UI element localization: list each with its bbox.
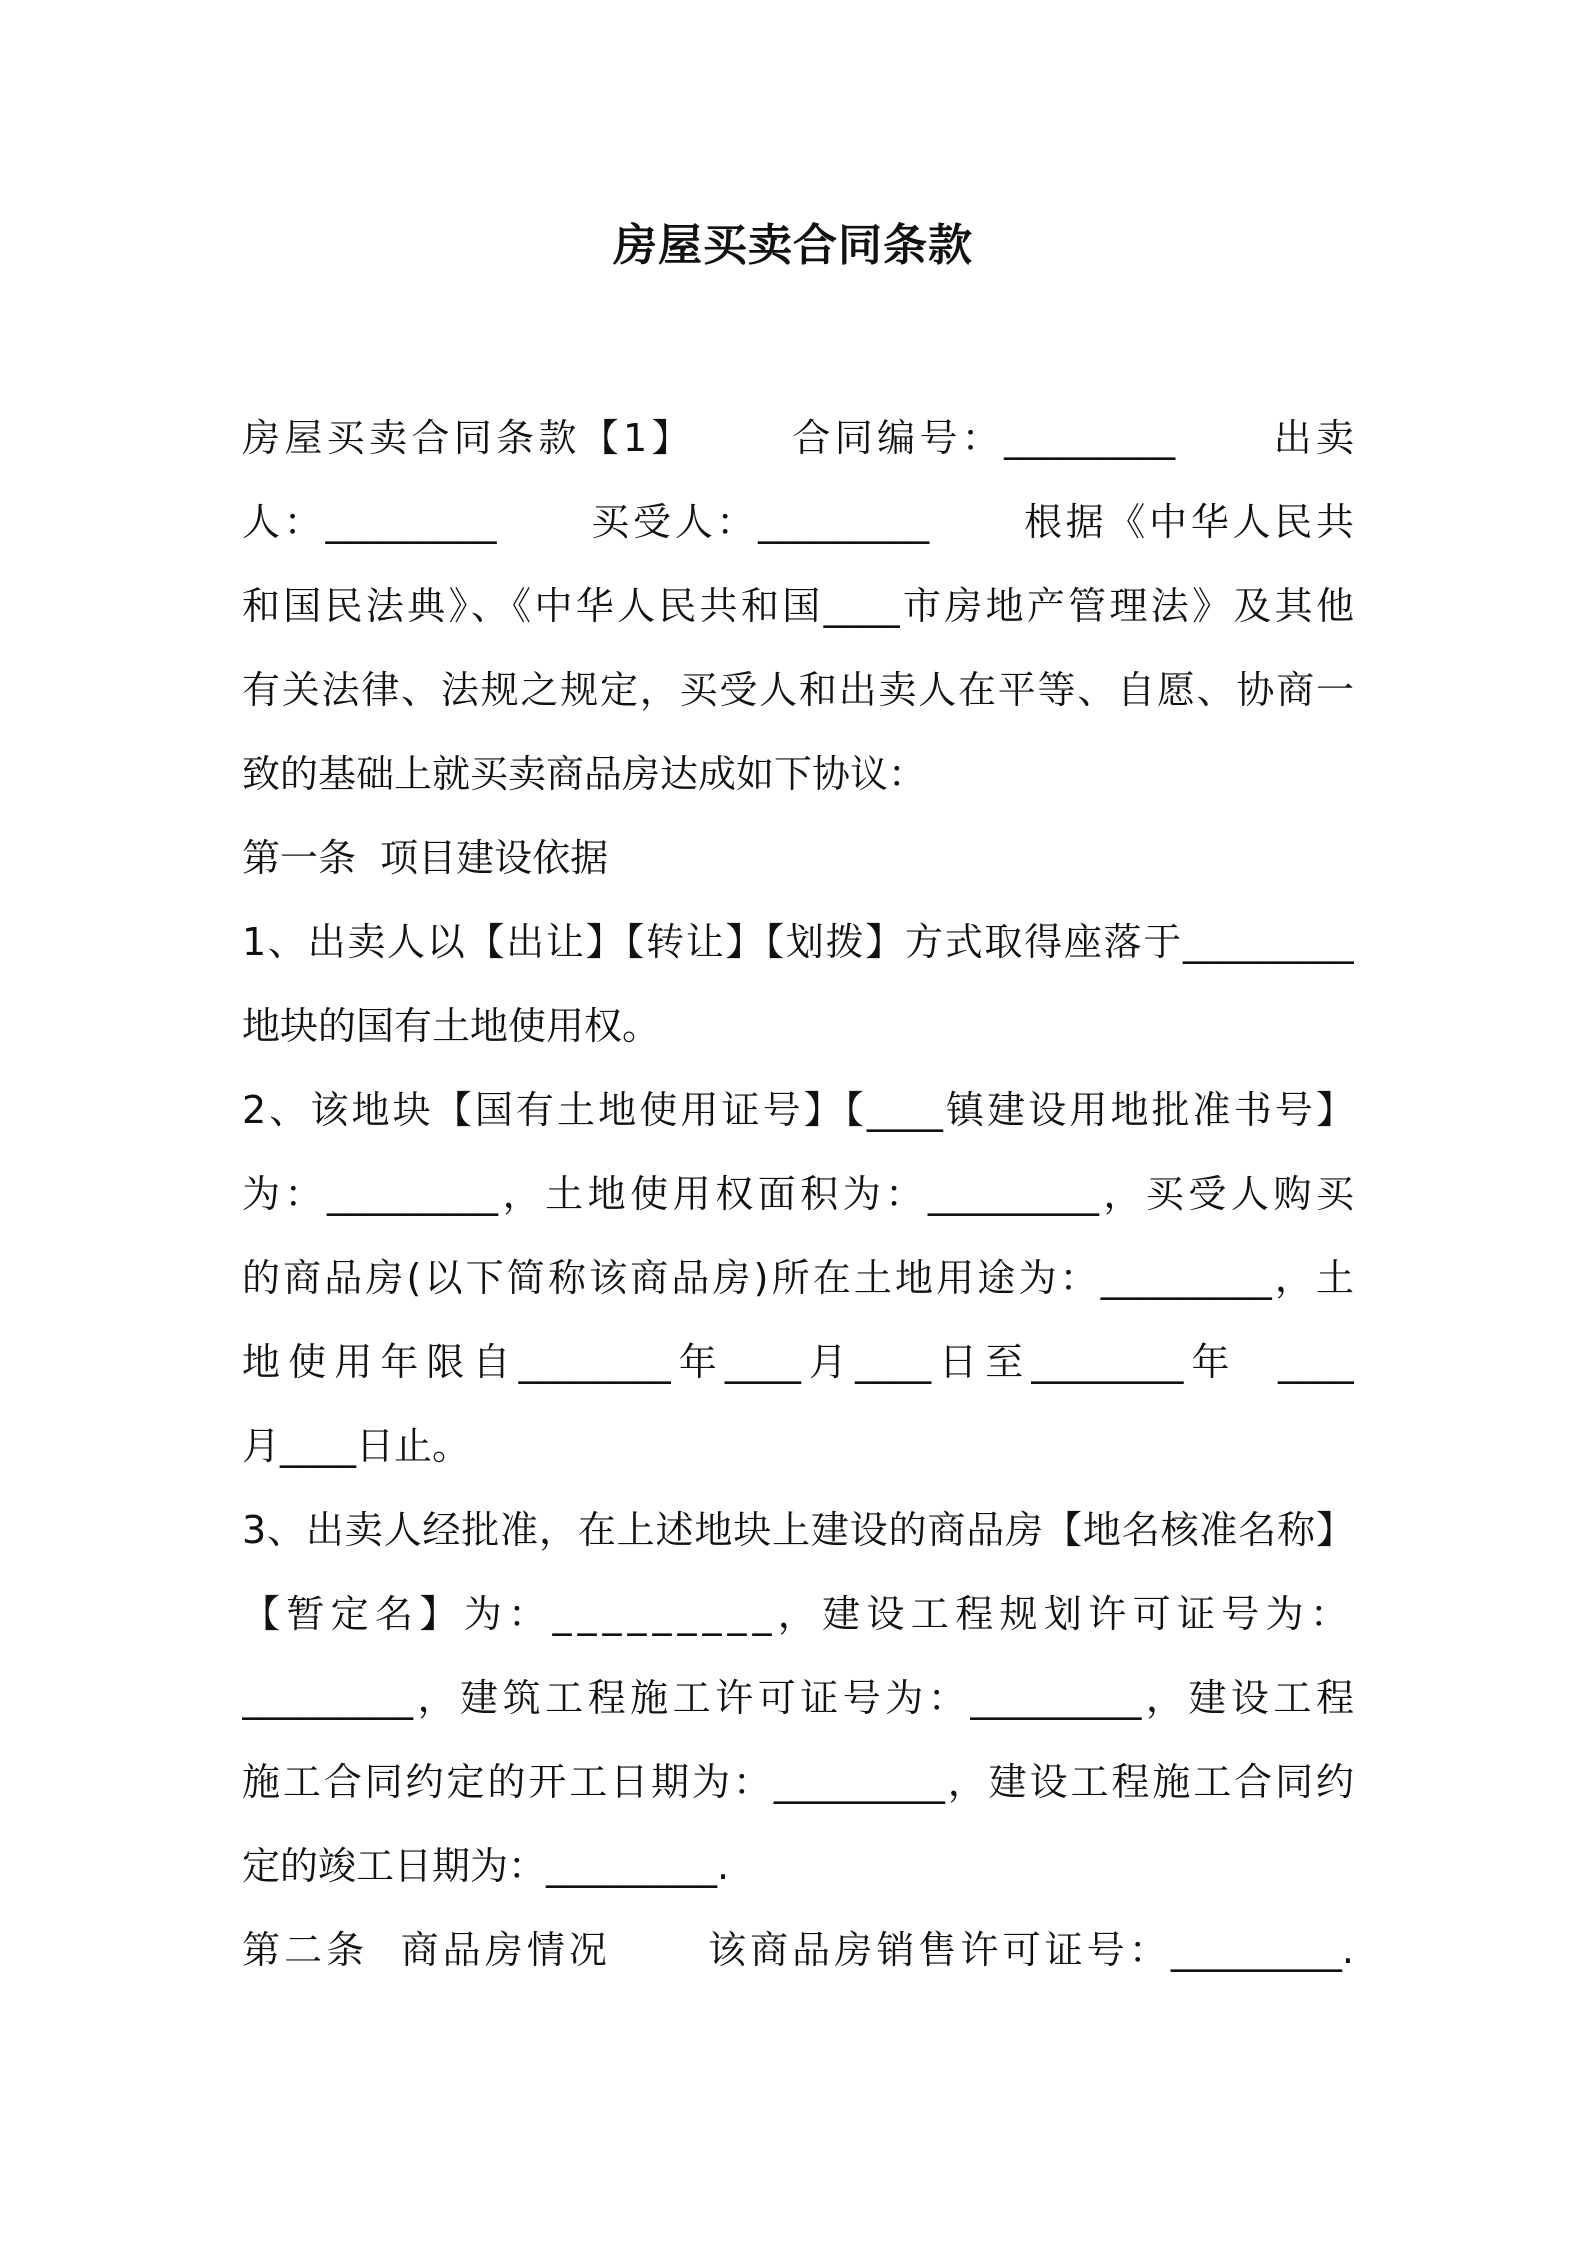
- paragraph-line: 3、出卖人经批准，在上述地块上建设的商品房【地名核准名称】: [242, 1508, 1354, 1552]
- paragraph-line: _________，建筑工程施工许可证号为：_________，建设工程: [242, 1676, 1354, 1720]
- paragraph-line: 致的基础上就买卖商品房达成如下协议：: [242, 752, 927, 796]
- paragraph-line: 有关法律、法规之规定，买受人和出卖人在平等、自愿、协商一: [242, 668, 1354, 712]
- paragraph-line: 房屋买卖合同条款【1】 合同编号：_________ 出卖: [242, 416, 1354, 460]
- paragraph-line: 的商品房(以下简称该商品房)所在土地用途为：_________，土: [242, 1256, 1354, 1300]
- paragraph-line: 【暂定名】为：_________，建设工程规划许可证号为：: [242, 1592, 1354, 1636]
- paragraph-line: 人：_________ 买受人：_________ 根据《中华人民共: [242, 500, 1354, 544]
- paragraph-line: 和国民法典》、《中华人民共和国____市房地产管理法》及其他: [242, 584, 1354, 628]
- paragraph-line: 施工合同约定的开工日期为：_________，建设工程施工合同约: [242, 1760, 1354, 1804]
- paragraph-line: 地块的国有土地使用权。: [242, 1004, 661, 1048]
- paragraph-line: 定的竣工日期为：_________.: [242, 1844, 730, 1888]
- paragraph-line: 1、出卖人以【出让】【转让】【划拨】方式取得座落于_________: [242, 920, 1354, 964]
- paragraph-line: 2、该地块【国有土地使用证号】【____镇建设用地批准书号】: [242, 1088, 1354, 1132]
- document-title: 房屋买卖合同条款: [613, 220, 973, 271]
- paragraph-line: 地使用年限自________年____月____日至________年 ____: [242, 1340, 1354, 1384]
- section-heading: 第二条 商品房情况 该商品房销售许可证号：_________.: [242, 1928, 1354, 1972]
- paragraph-line: 为：_________，土地使用权面积为：_________，买受人购买: [242, 1172, 1354, 1216]
- section-heading: 第一条 项目建设依据: [242, 836, 609, 880]
- paragraph-line: 月____日止。: [242, 1424, 471, 1468]
